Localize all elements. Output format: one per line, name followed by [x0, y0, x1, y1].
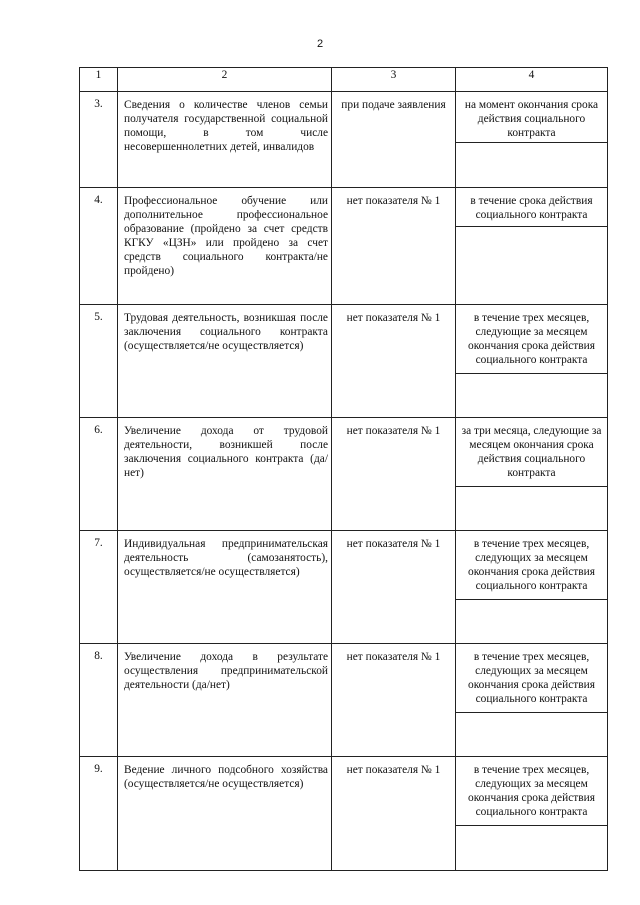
table-row: [80, 92, 608, 188]
row-period-cell: [456, 188, 608, 305]
row-period: в течение трех месяцев, следующих за месяцем окончания срока действия социального контракта: [456, 644, 607, 713]
row-description: Ведение личного подсобного хозяйства (осуществляется/не осуществляется): [118, 757, 332, 871]
row-period-cell: [456, 92, 608, 188]
row-period-cell: [456, 305, 608, 418]
table-row: [80, 418, 608, 531]
table-row: [80, 531, 608, 644]
row-number: 4.: [80, 188, 118, 305]
row-period-cell: [456, 418, 608, 531]
row-period: в течение срока действия социального контракта: [456, 188, 607, 227]
row-period-cell: [456, 757, 608, 871]
row-indicator: нет показателя № 1: [332, 418, 456, 531]
row-description: Увеличение дохода от трудовой деятельности, возникшей после заключения социального контракта (да/нет): [118, 418, 332, 531]
row-indicator: нет показателя № 1: [332, 305, 456, 418]
table-row: [80, 644, 608, 757]
row-description: Индивидуальная предпринимательская деятельность (самозанятость), осуществляется/не осуществляется): [118, 531, 332, 644]
row-number: 3.: [80, 92, 118, 188]
row-number: 6.: [80, 418, 118, 531]
column-header: 1: [80, 68, 118, 92]
row-period: на момент окончания срока действия социального контракта: [456, 92, 607, 143]
row-indicator: нет показателя № 1: [332, 644, 456, 757]
row-period-cell: [456, 644, 608, 757]
page-number: 2: [316, 38, 324, 50]
column-header: 2: [118, 68, 332, 92]
row-number: 9.: [80, 757, 118, 871]
column-header: 3: [332, 68, 456, 92]
row-number: 7.: [80, 531, 118, 644]
row-description: Сведения о количестве членов семьи получателя государственной социальной помощи, в том числе несовершеннолетних детей, инвалидов: [118, 92, 332, 188]
row-period-cell: [456, 531, 608, 644]
table-row: [80, 188, 608, 305]
row-number: 8.: [80, 644, 118, 757]
row-description: Трудовая деятельность, возникшая после заключения социального контракта (осуществляется/не осуществляется): [118, 305, 332, 418]
row-period: за три месяца, следующие за месяцем окончания срока действия социального контракта: [456, 418, 607, 487]
row-indicator: нет показателя № 1: [332, 757, 456, 871]
row-description: Увеличение дохода в результате осуществления предпринимательской деятельности (да/нет): [118, 644, 332, 757]
column-header: 4: [456, 68, 608, 92]
indicators-table: [79, 67, 608, 871]
row-indicator: нет показателя № 1: [332, 531, 456, 644]
table-row: [80, 305, 608, 418]
row-number: 5.: [80, 305, 118, 418]
row-indicator: при подаче заявления: [332, 92, 456, 188]
row-description: Профессиональное обучение или дополнительное профессиональное образование (пройдено за счет средств КГКУ «ЦЗН» или пройдено за счет средств социального контракта/не пройдено): [118, 188, 332, 305]
row-indicator: нет показателя № 1: [332, 188, 456, 305]
row-period: в течение трех месяцев, следующие за месяцем окончания срока действия социального контракта: [456, 305, 607, 374]
row-period: в течение трех месяцев, следующих за месяцем окончания срока действия социального контракта: [456, 757, 607, 826]
table-header-row: [80, 68, 608, 92]
table-row: [80, 757, 608, 871]
row-period: в течение трех месяцев, следующих за месяцем окончания срока действия социального контракта: [456, 531, 607, 600]
